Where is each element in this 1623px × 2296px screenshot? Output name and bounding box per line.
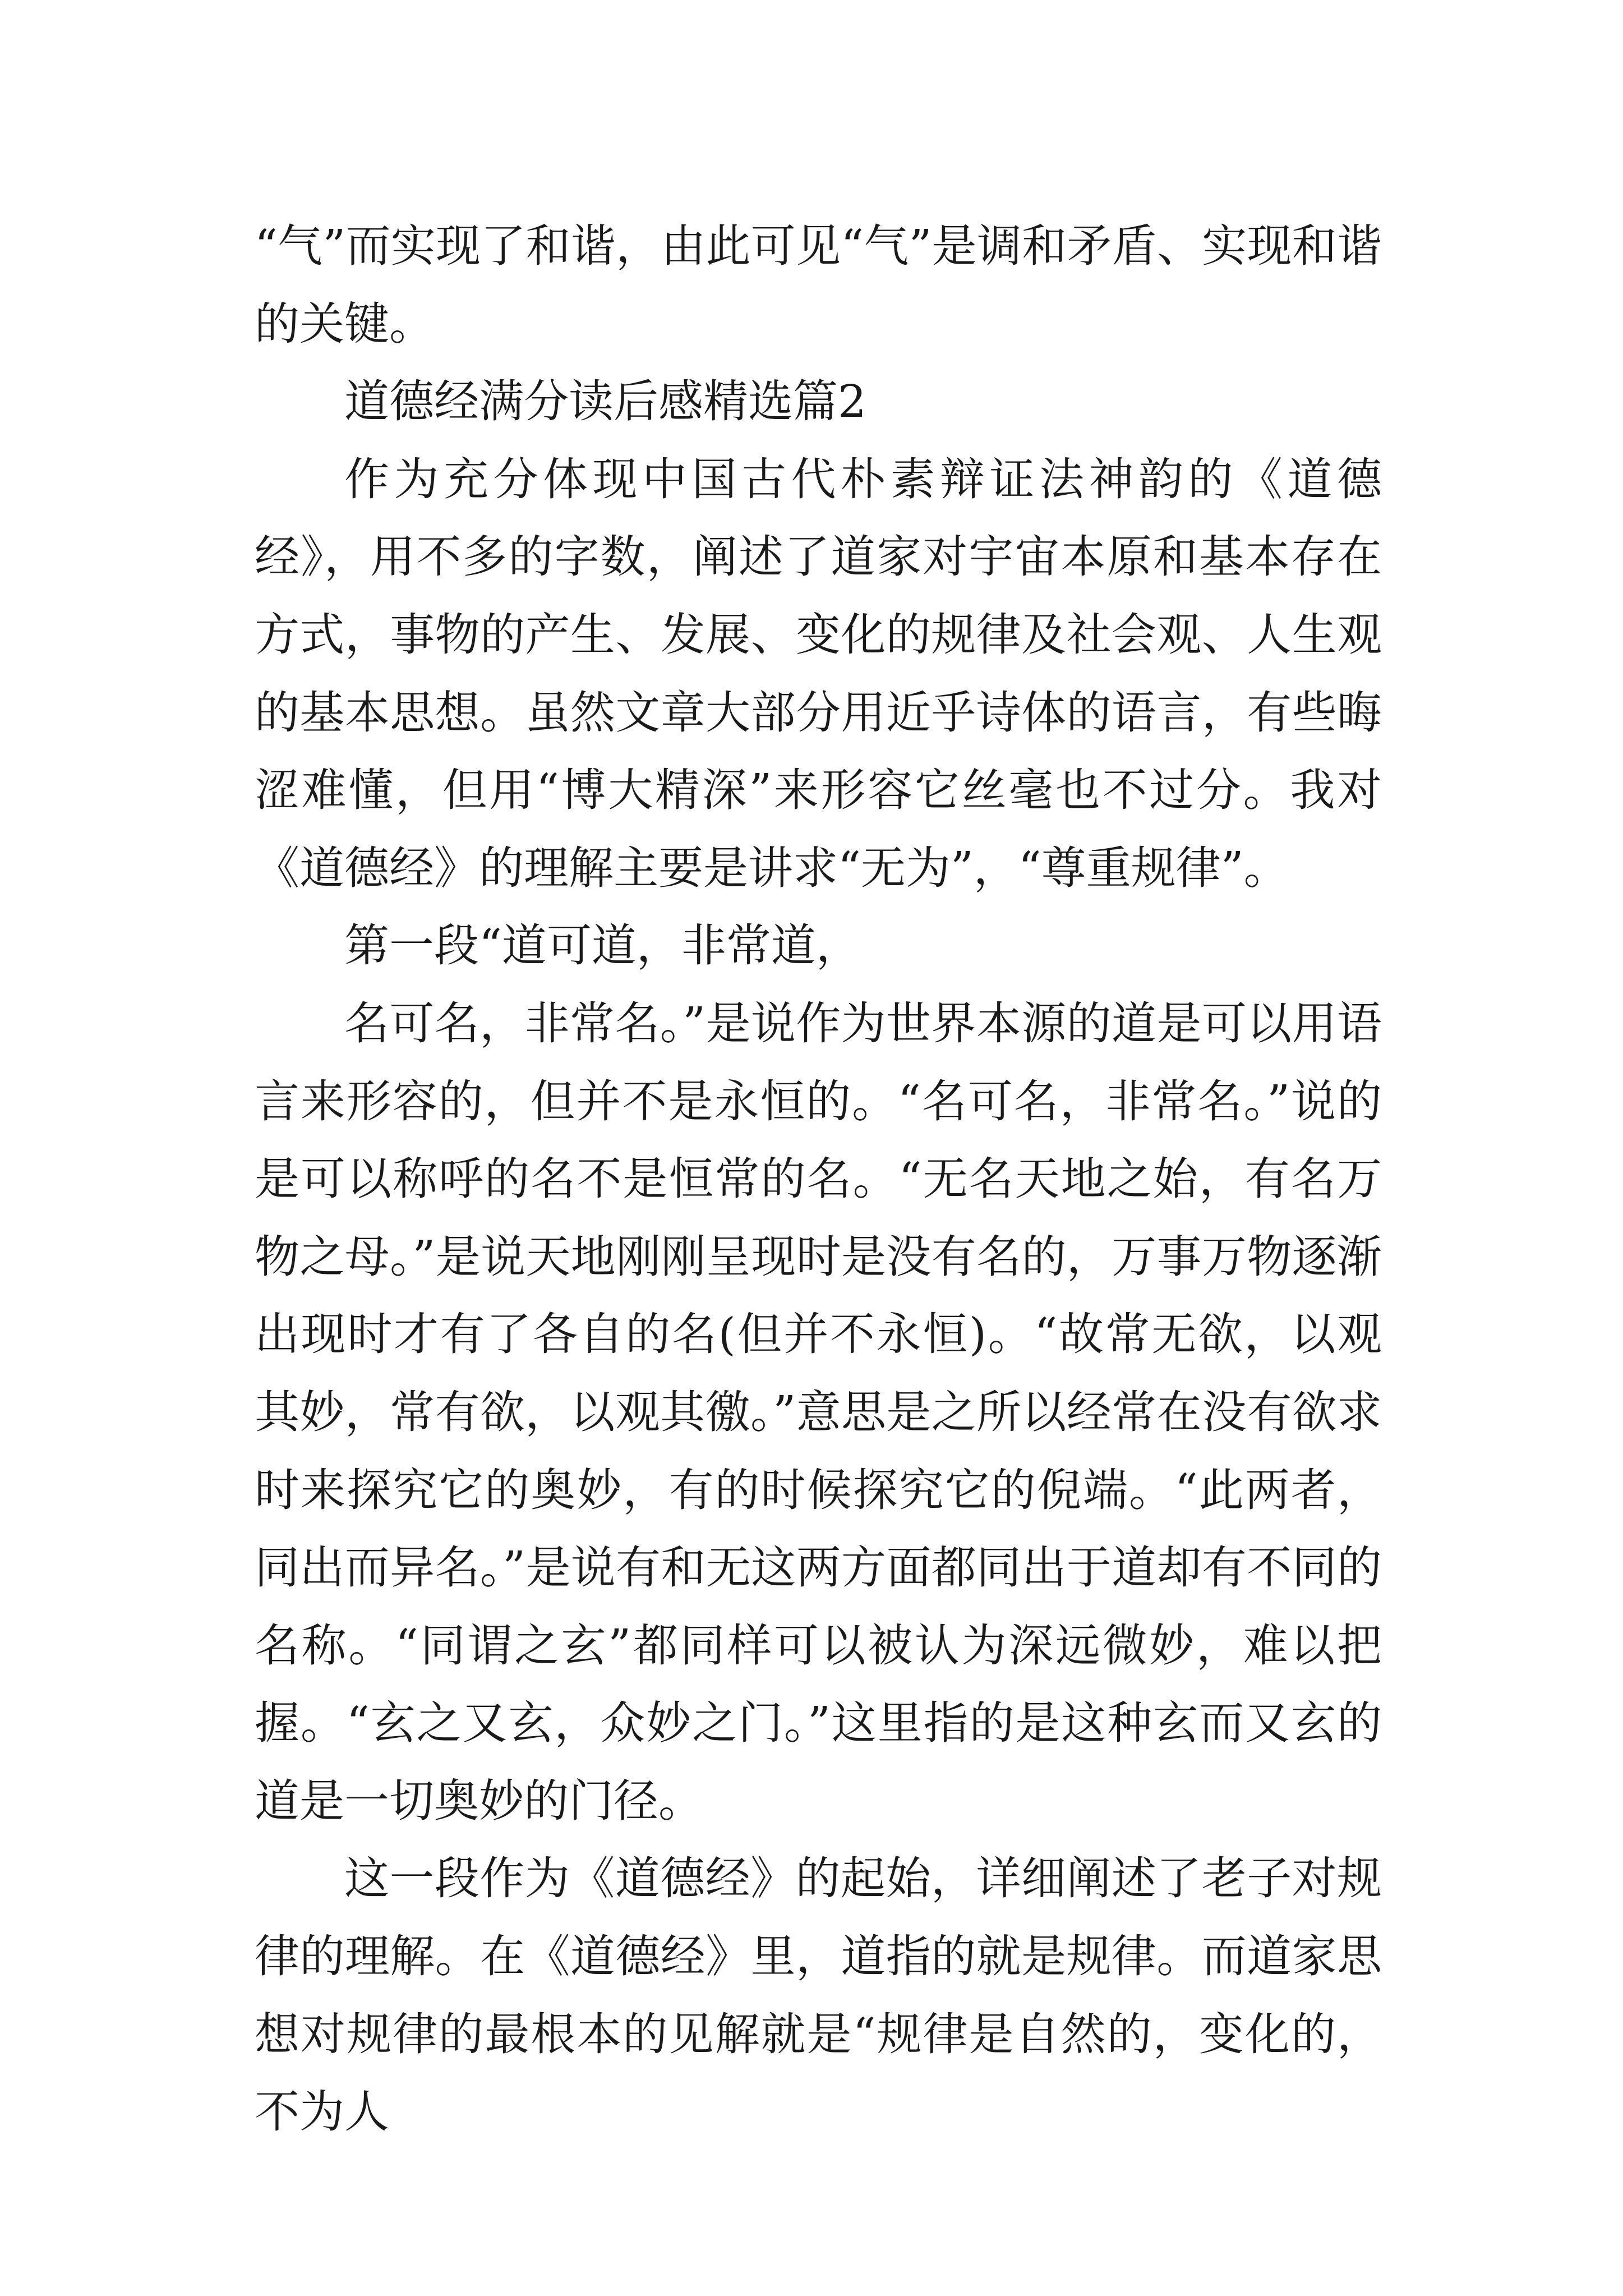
paragraph-intro: 作为充分体现中国古代朴素辩证法神韵的《道德经》，用不多的字数，阐述了道家对宇宙本原和基本存在方式，事物的产生、发展、变化的规律及社会观、人生观的基本思想。虽然文章大部分用近乎诗体的语言，有些晦涩难懂，但用“博大精深”来形容它丝毫也不过分。我对《道德经》的理解主要是讲求“无为”，“尊重规律”。: [255, 453, 1382, 894]
document-body: [255, 208, 1382, 2151]
paragraph-continuation: “气”而实现了和谐，由此可见“气”是调和矛盾、实现和谐的关键。: [255, 220, 1382, 350]
paragraph-quote-opening: 第一段“道可道，非常道，: [344, 919, 861, 972]
paragraph-interpretation: 名可名，非常名。”是说作为世界本源的道是可以用语言来形容的，但并不是永恒的。“名可名，非常名。”说的是可以称呼的名不是恒常的名。“无名天地之始，有名万物之母。”是说天地刚刚呈现时是没有名的，万事万物逐渐出现时才有了各自的名(但并不永恒)。“故常无欲，以观其妙，常有欲，以观其徼。”意思是之所以经常在没有欲求时来探究它的奥妙，有的时候探究它的倪端。“此两者，同出而异名。”是说有和无这两方面都同出于道却有不同的名称。“同谓之玄”都同样可以被认为深远微妙，难以把握。“玄之又玄，众妙之门。”这里指的是这种玄而又玄的道是一切奥妙的门径。: [255, 997, 1382, 1827]
section-heading: 道德经满分读后感精选篇2: [344, 375, 866, 428]
paragraph-analysis: 这一段作为《道德经》的起始，详细阐述了老子对规律的理解。在《道德经》里，道指的就是规律。而道家思想对规律的最根本的见解就是“规律是自然的，变化的，不为人: [255, 1852, 1382, 2138]
